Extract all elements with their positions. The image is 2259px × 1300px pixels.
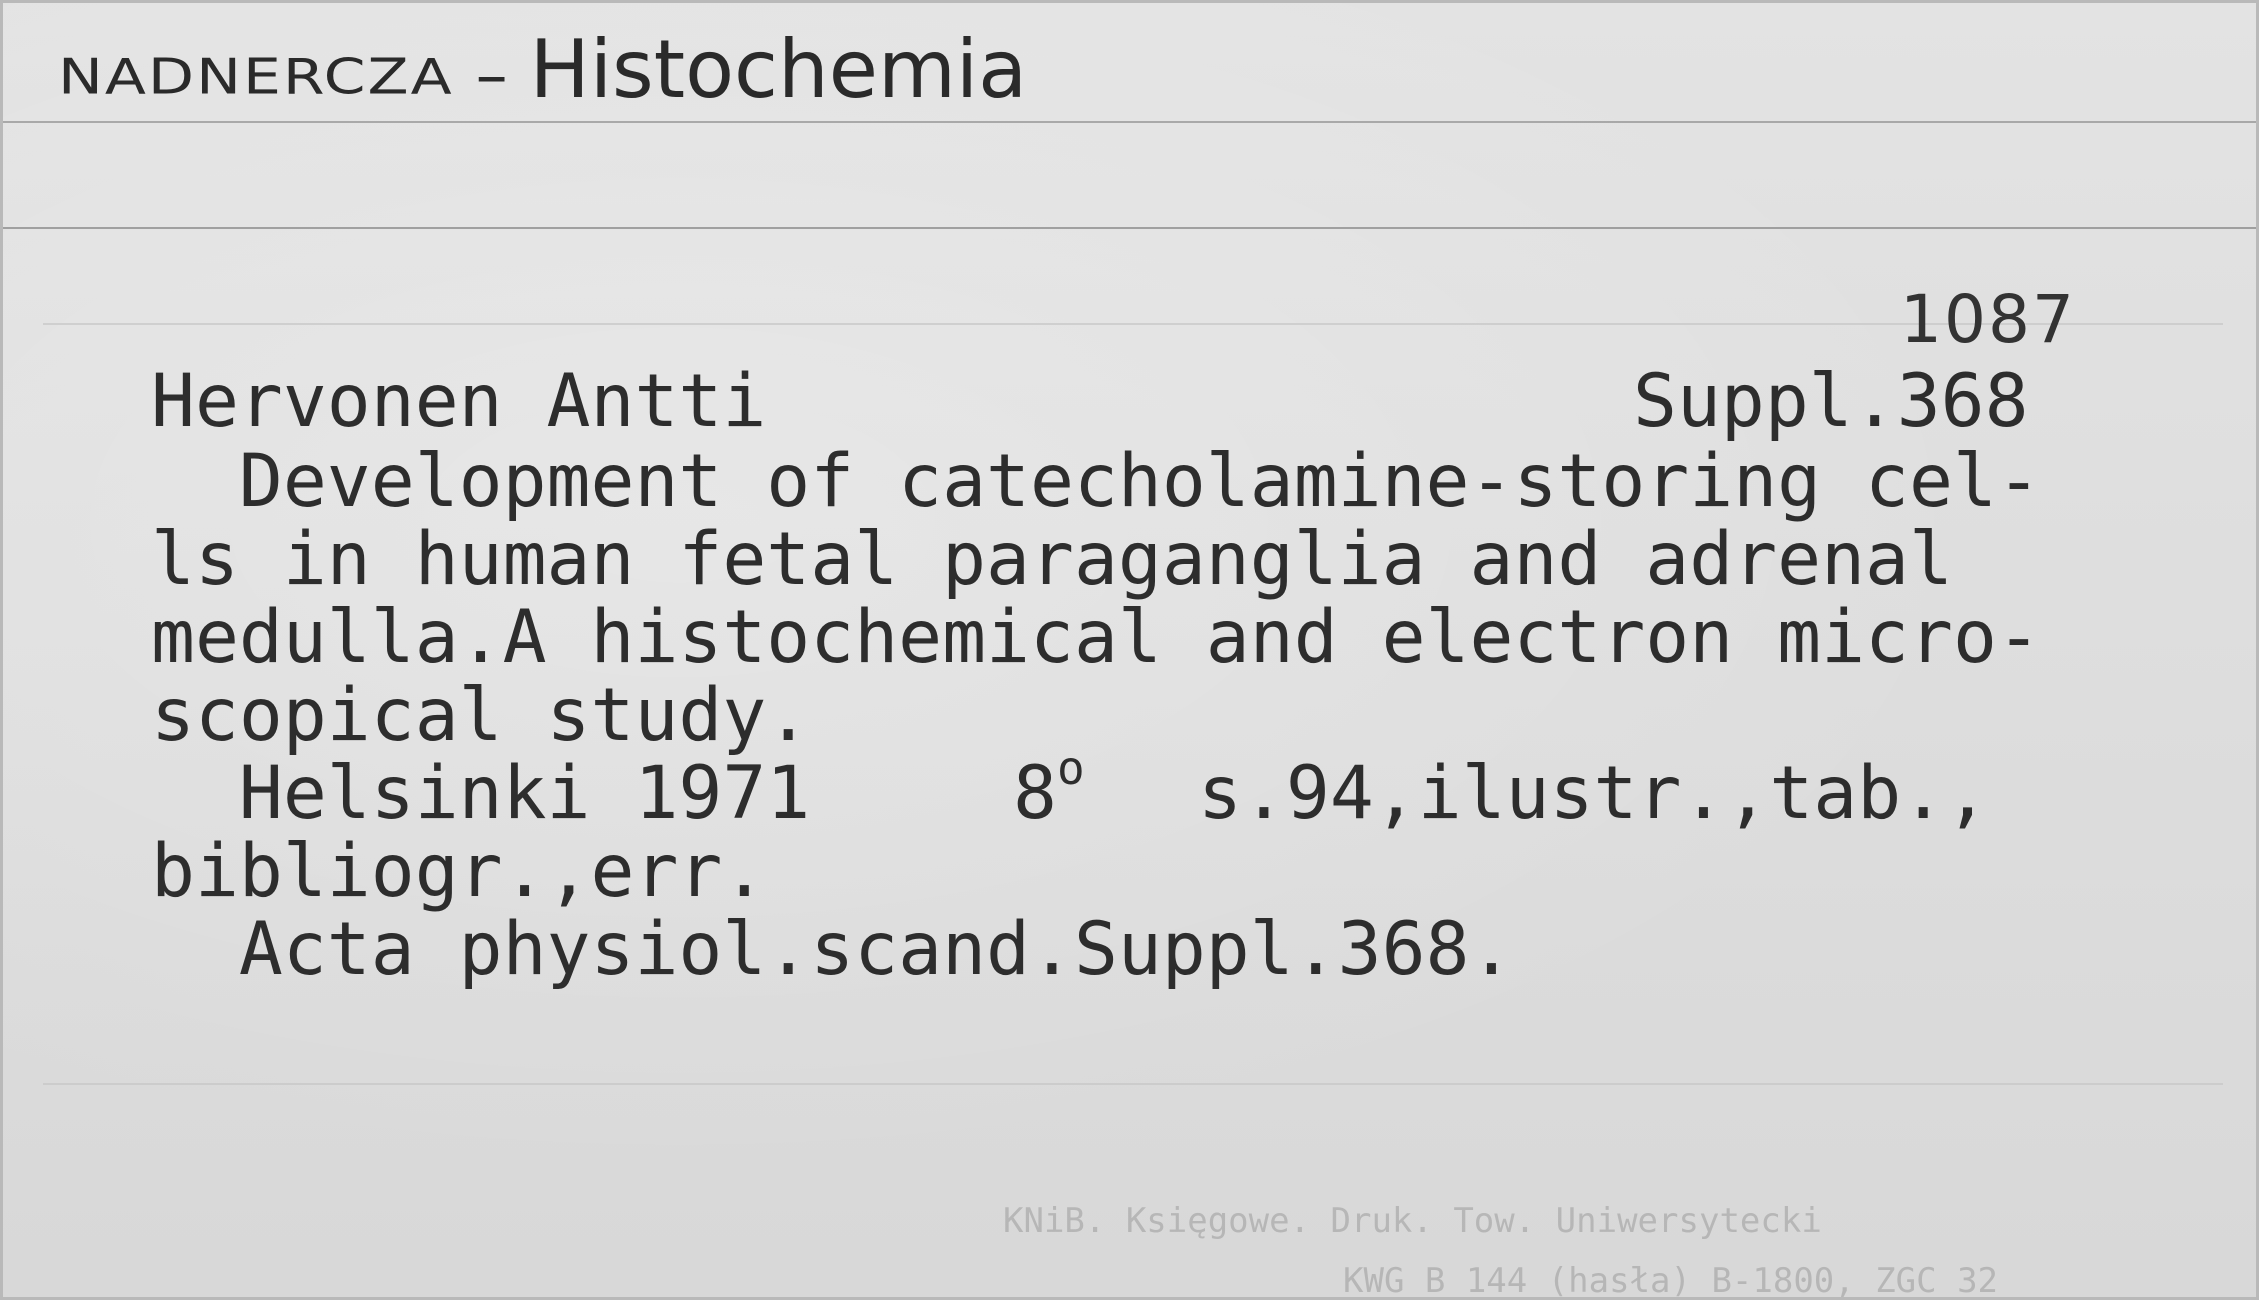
publication-place-year: Helsinki 1971 [151,751,811,836]
upper-rule [3,227,2256,229]
format-sup: o [1056,741,1085,795]
author-name: Hervonen Antti [151,359,767,444]
show-through-line [43,323,2223,325]
call-number: 1087 [1900,281,2076,358]
series-note: Acta physiol.scand.Suppl.368. [151,907,1514,992]
subject-sub: Histochemia [529,23,1028,116]
subject-main: NADNERCZA [58,48,454,106]
format-base: 8 [1013,751,1057,836]
footer-faint-2: KWG B 144 (hasła) B-1800, ZGC 32 [1343,1261,1999,1300]
title-line-3: medulla.A histochemical and electron micro- [151,595,2041,680]
footer-faint-1: KNiB. Księgowe. Druk. Tow. Uniwersytecki [1003,1201,1822,1241]
pagination: s.94,ilustr.,tab., [1198,751,1990,836]
format [1013,741,1085,836]
title-line-4: scopical study. [151,673,811,758]
subject-heading [58,23,1027,116]
extra-notes: bibliogr.,err. [151,829,767,914]
heading-rule [3,121,2256,123]
show-through-line [43,1083,2223,1085]
title-line-2: ls in human fetal paraganglia and adrenal [151,517,1953,602]
title-line-1: Development of catecholamine-storing cel- [151,439,2041,524]
supplement-number: Suppl.368 [1633,359,2029,444]
subject-dash: – [475,39,508,113]
